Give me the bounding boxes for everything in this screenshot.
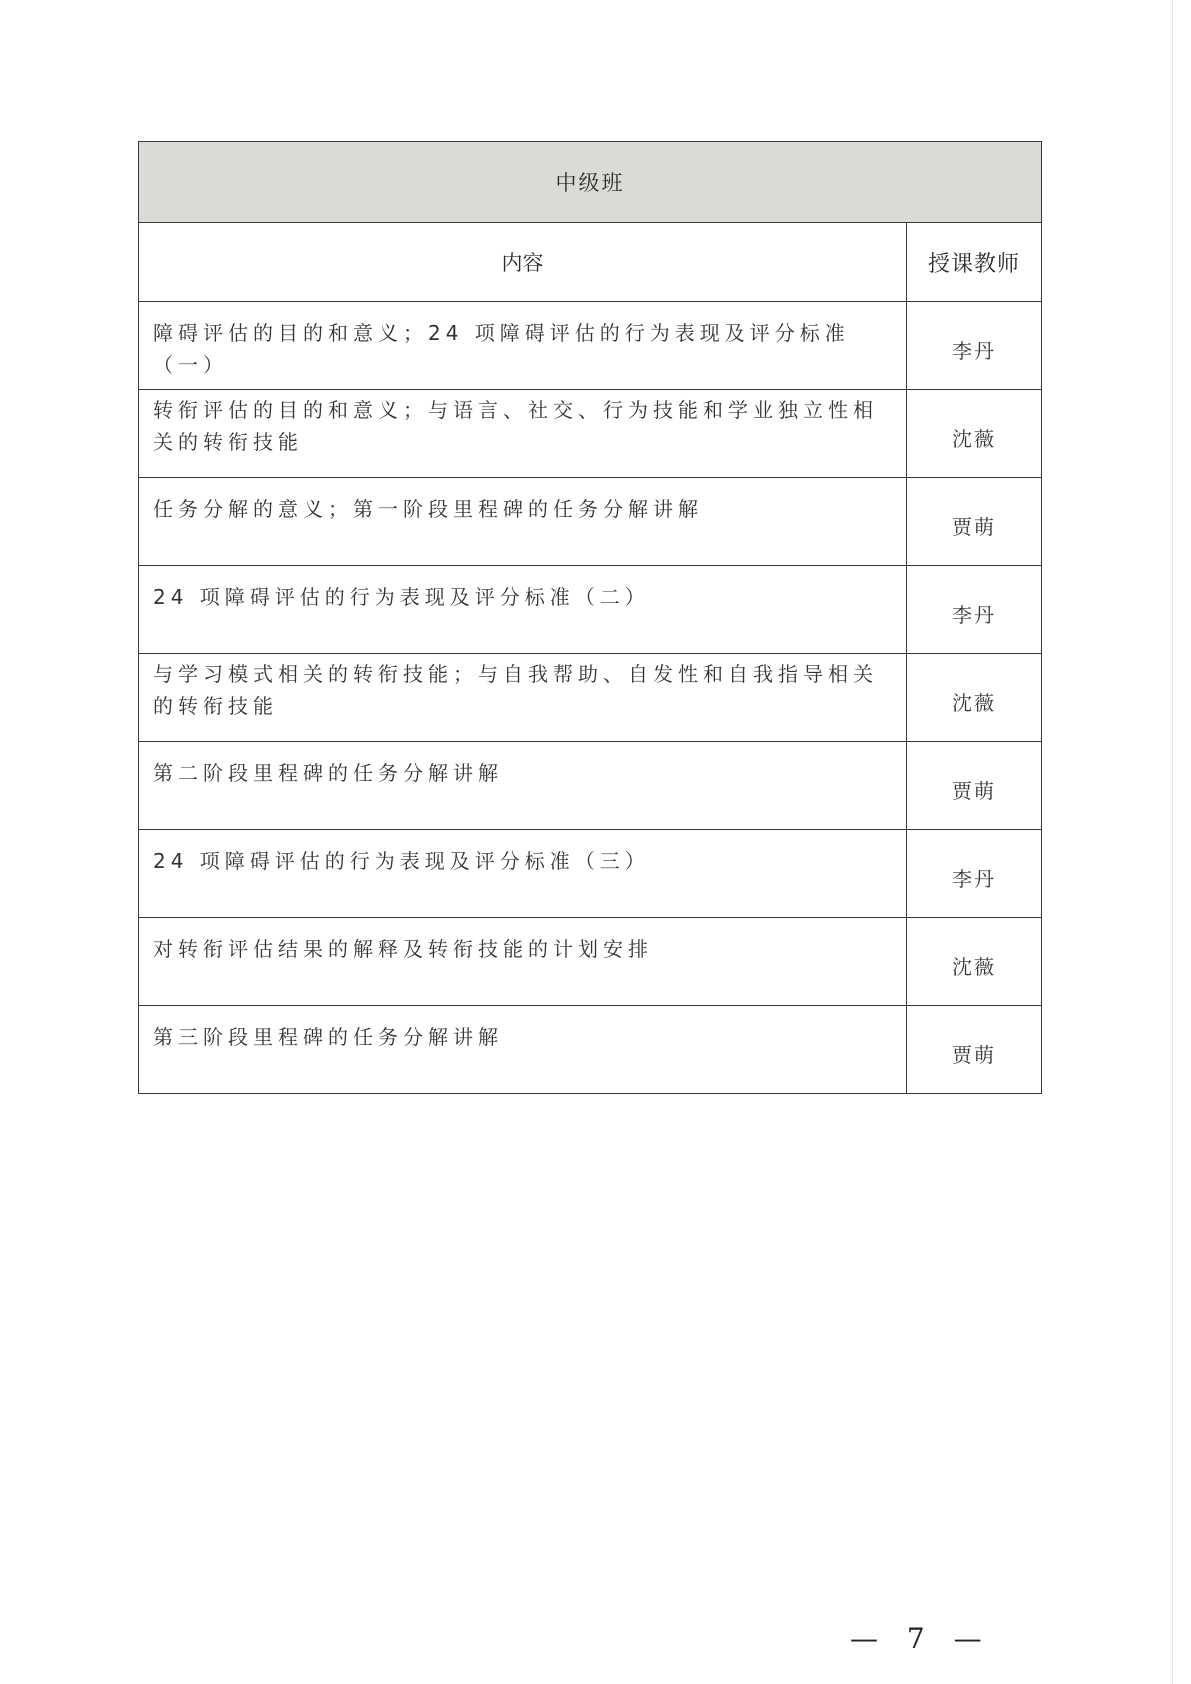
table-title: 中级班 [139,142,1042,223]
page-edge-line [1172,0,1173,1684]
header-content: 内容 [139,223,907,302]
table-row [139,1006,1042,1094]
row-teacher: 贾萌 [907,1006,1042,1094]
course-schedule-table [138,141,1042,1094]
table-row [139,302,1042,390]
row-content-cell [139,830,907,918]
row-teacher: 沈薇 [907,918,1042,1006]
row-teacher: 李丹 [907,302,1042,390]
row-content: 24 项障碍评估的行为表现及评分标准（二） [153,585,650,609]
row-teacher: 李丹 [907,566,1042,654]
table-row [139,830,1042,918]
table-row [139,390,1042,478]
row-content: 第三阶段里程碑的任务分解讲解 [153,1025,503,1049]
row-content: 与学习模式相关的转衔技能；与自我帮助、自发性和自我指导相关的转衔技能 [153,662,878,718]
row-content-cell [139,478,907,566]
page-number: — 7 — [850,1622,992,1655]
table-row [139,918,1042,1006]
row-content-cell [139,654,907,742]
table-row [139,566,1042,654]
row-teacher: 沈薇 [907,654,1042,742]
row-content-cell [139,302,907,390]
row-content: 转衔评估的目的和意义；与语言、社交、行为技能和学业独立性相关的转衔技能 [153,398,878,454]
table-row [139,654,1042,742]
row-content: 24 项障碍评估的行为表现及评分标准（三） [153,849,650,873]
row-content-cell [139,566,907,654]
table-row [139,742,1042,830]
row-content: 第二阶段里程碑的任务分解讲解 [153,761,503,785]
row-content: 任务分解的意义；第一阶段里程碑的任务分解讲解 [153,497,703,521]
row-teacher: 沈薇 [907,390,1042,478]
row-content-cell [139,918,907,1006]
row-teacher: 李丹 [907,830,1042,918]
row-content-cell [139,390,907,478]
table-title-row [139,142,1042,223]
row-content: 对转衔评估结果的解释及转衔技能的计划安排 [153,937,653,961]
header-teacher: 授课教师 [907,223,1042,302]
table-row [139,478,1042,566]
row-content: 障碍评估的目的和意义；24 项障碍评估的行为表现及评分标准（一） [153,321,850,377]
row-content-cell [139,742,907,830]
row-teacher: 贾萌 [907,478,1042,566]
row-content-cell [139,1006,907,1094]
table-header-row [139,223,1042,302]
row-teacher: 贾萌 [907,742,1042,830]
